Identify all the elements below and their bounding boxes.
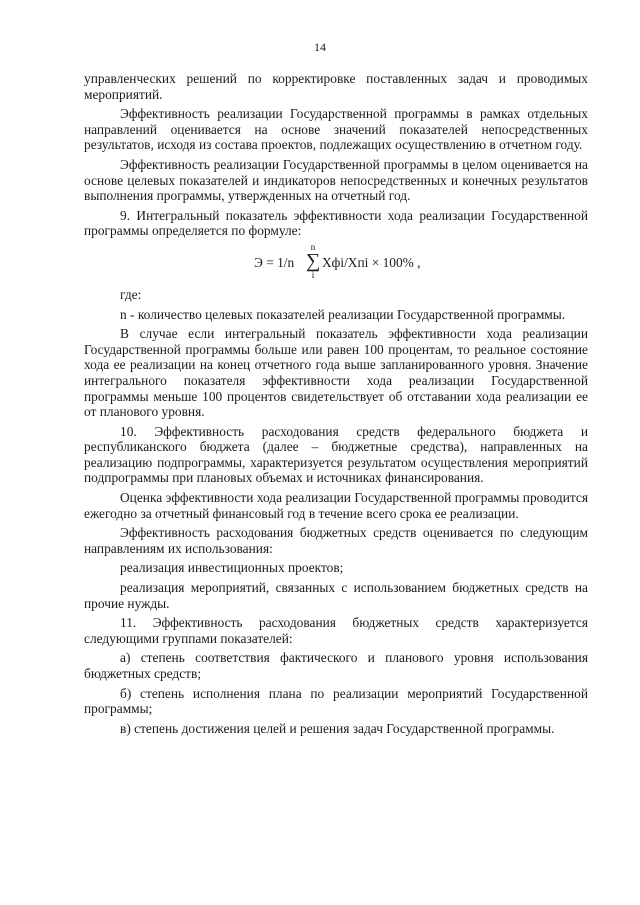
summation <box>306 243 320 280</box>
paragraph: б) степень исполнения плана по реализации мероприятий Государственной программы; <box>84 685 588 717</box>
paragraph: а) степень соответствия фактического и планового уровня использования бюджетных средств; <box>84 650 588 681</box>
paragraph: Оценка эффективности хода реализации Государственной программы проводится ежегодно за отчетный финансовый год в течение всего срока ее реализации. <box>84 490 588 521</box>
paragraph: Эффективность реализации Государственной программы в целом оценивается на основе целевых показателей и индикаторов непосредственных и конечных результатов выполнения программы, утвержденных на отчетный год. <box>84 156 588 204</box>
page-number: 14 <box>314 40 326 54</box>
formula-rhs: Xфi/Xпi × 100% , <box>322 254 421 270</box>
formula-lhs: Э = 1/n <box>254 254 295 270</box>
paragraph: Эффективность расходования бюджетных средств оценивается по следующим направлениям их использования: <box>84 525 588 556</box>
paragraph: где: <box>120 286 142 302</box>
paragraphs-before-formula <box>84 71 588 239</box>
paragraph: В случае если интегральный показатель эффективности хода реализации Государственной программы больше или равен 100 процентам, то реальное состояние хода ее реализации на конец отчетного года выше запланированного уровня. Значение интегрального показателя эффективности хода реализации Государственной программы меньше 100 процентов свидетельствует об отставании хода реализации ее от планового уровня. <box>84 326 588 420</box>
paragraph: в) степень достижения целей и решения задач Государственной программы. <box>120 720 555 736</box>
paragraph: Эффективность реализации Государственной программы в рамках отдельных направлений оценивается на основе значений показателей непосредственных результатов, исходя из состава проектов, подлежащих осуществлению в отчетном году. <box>84 106 588 153</box>
sum-lower-limit: i <box>311 269 315 280</box>
formula <box>84 243 588 283</box>
document-body <box>84 71 588 740</box>
paragraph: n - количество целевых показателей реализации Государственной программы. <box>120 306 566 322</box>
paragraph: управленческих решений по корректировке поставленных задач и проводимых мероприятий. <box>84 71 588 102</box>
paragraph: реализация мероприятий, связанных с использованием бюджетных средств на прочие нужды. <box>84 580 588 611</box>
paragraphs-after-formula <box>84 287 588 736</box>
sum-symbol: ∑ <box>306 249 321 272</box>
sum-upper-limit: n <box>310 241 316 252</box>
paragraph: 9. Интегральный показатель эффективности хода реализации Государственной программы определяется по формуле: <box>84 207 588 239</box>
paragraph: 10. Эффективность расходования средств федерального бюджета и республиканского бюджета (далее – бюджетные средства), направленных на реализацию подпрограммы, характеризуется результатом осуществления мероприятий подпрограммы при плановых объемах и источниках финансирования. <box>84 423 588 486</box>
paragraph: реализация инвестиционных проектов; <box>120 560 344 576</box>
paragraph: 11. Эффективность расходования бюджетных средств характеризуется следующими группами показателей: <box>84 615 588 646</box>
